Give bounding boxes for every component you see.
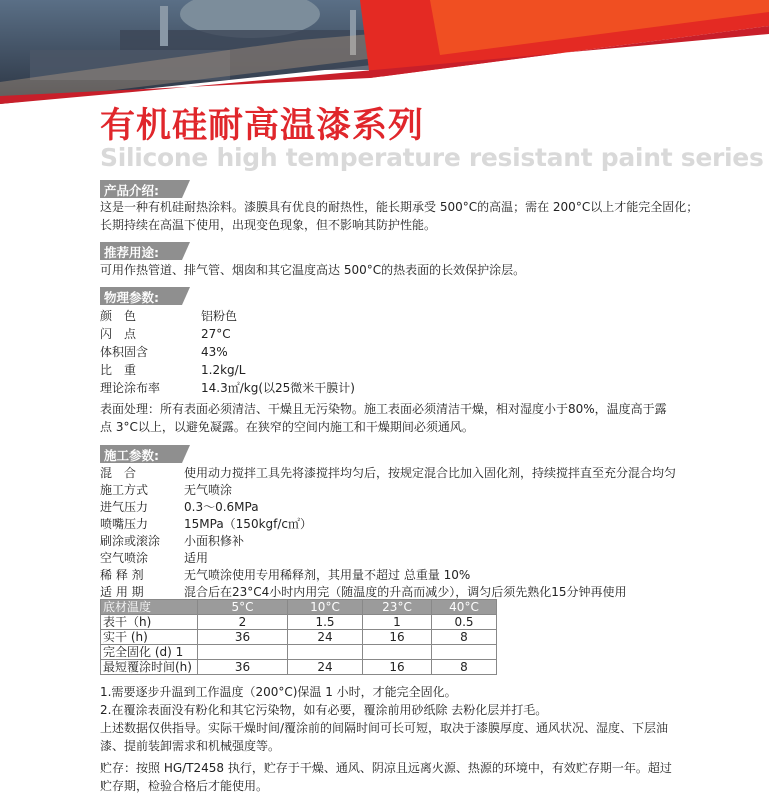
table-cell: 24 xyxy=(288,660,363,675)
intro-line: 长期持续在高温下使用，出现变色现象，但不影响其防护性能。 xyxy=(100,218,437,232)
note-line: 上述数据仅供指导。实际干燥时间/覆涂前的间隔时间可长可短，取决于漆膜厚度、通风状况、湿度、下层油 xyxy=(100,721,669,735)
table-cell xyxy=(198,645,288,660)
table-cell: 8 xyxy=(432,660,497,675)
storage-line: 贮存：按照 HG/T2458 执行，贮存于干燥、通风、阴凉且远离火源、热源的环境中，有效贮存期一年。超过 xyxy=(100,761,672,775)
table-cell xyxy=(432,645,497,660)
table-cell: 16 xyxy=(363,660,432,675)
intro-line: 这是一种有机硅耐热涂料。漆膜具有优良的耐热性，能长期承受 500°C的高温；需在 200°C以上才能完全固化； xyxy=(100,200,699,214)
section-label-intro: 产品介绍: xyxy=(100,180,190,198)
table-header-cell: 10°C xyxy=(288,600,363,615)
table-cell: 1.5 xyxy=(288,615,363,630)
note-line: 2.在覆涂表面没有粉化和其它污染物，如有必要，覆涂前用砂纸除 去粉化层并打毛。 xyxy=(100,703,548,717)
table-cell: 24 xyxy=(288,630,363,645)
table-cell: 0.5 xyxy=(432,615,497,630)
table-cell: 36 xyxy=(198,630,288,645)
table-cell xyxy=(288,645,363,660)
table-cell: 1 xyxy=(363,615,432,630)
table-cell: 最短覆涂时间(h) xyxy=(101,660,198,675)
table-row xyxy=(101,615,497,630)
table-header-cell: 40°C xyxy=(432,600,497,615)
surface-prep-line: 点 3°C以上，以避免凝露。在狭窄的空间内施工和干燥期间必须通风。 xyxy=(100,420,474,434)
table-header-cell: 5°C xyxy=(198,600,288,615)
table-header-cell: 23°C xyxy=(363,600,432,615)
table-cell: 36 xyxy=(198,660,288,675)
table-row xyxy=(101,645,497,660)
note-line: 漆、提前装卸需求和机械强度等。 xyxy=(100,739,281,753)
table-cell: 表干（h) xyxy=(101,615,198,630)
table-cell: 8 xyxy=(432,630,497,645)
section-label-application: 施工参数: xyxy=(100,445,190,463)
page-subtitle-en: Silicone high temperature resistant paint series xyxy=(100,143,764,172)
section-label-usage: 推荐用途: xyxy=(100,242,190,260)
storage-line: 贮存期，检验合格后才能使用。 xyxy=(100,779,269,793)
table-header-row xyxy=(101,600,497,615)
table-cell: 完全固化 (d) 1 xyxy=(101,645,198,660)
table-header-cell: 底材温度 xyxy=(101,600,198,615)
table-cell xyxy=(363,645,432,660)
table-row xyxy=(101,630,497,645)
surface-prep-line: 表面处理：所有表面必须清洁、干燥且无污染物。施工表面必须清洁干燥，相对湿度小于80%，温度高于露 xyxy=(100,402,667,416)
section-label-physical: 物理参数: xyxy=(100,287,190,305)
table-cell: 16 xyxy=(363,630,432,645)
page-title: 有机硅耐高温漆系列 xyxy=(100,106,425,146)
table-row xyxy=(101,660,497,675)
table-cell: 2 xyxy=(198,615,288,630)
note-line: 1.需要逐步升温到工作温度（200°C)保温 1 小时，才能完全固化。 xyxy=(100,685,457,699)
table-cell: 实干 (h) xyxy=(101,630,198,645)
usage-line: 可用作热管道、排气管、烟囱和其它温度高达 500°C的热表面的长效保护涂层。 xyxy=(100,263,526,277)
cure-time-table xyxy=(100,599,497,675)
header-banner xyxy=(0,0,769,104)
